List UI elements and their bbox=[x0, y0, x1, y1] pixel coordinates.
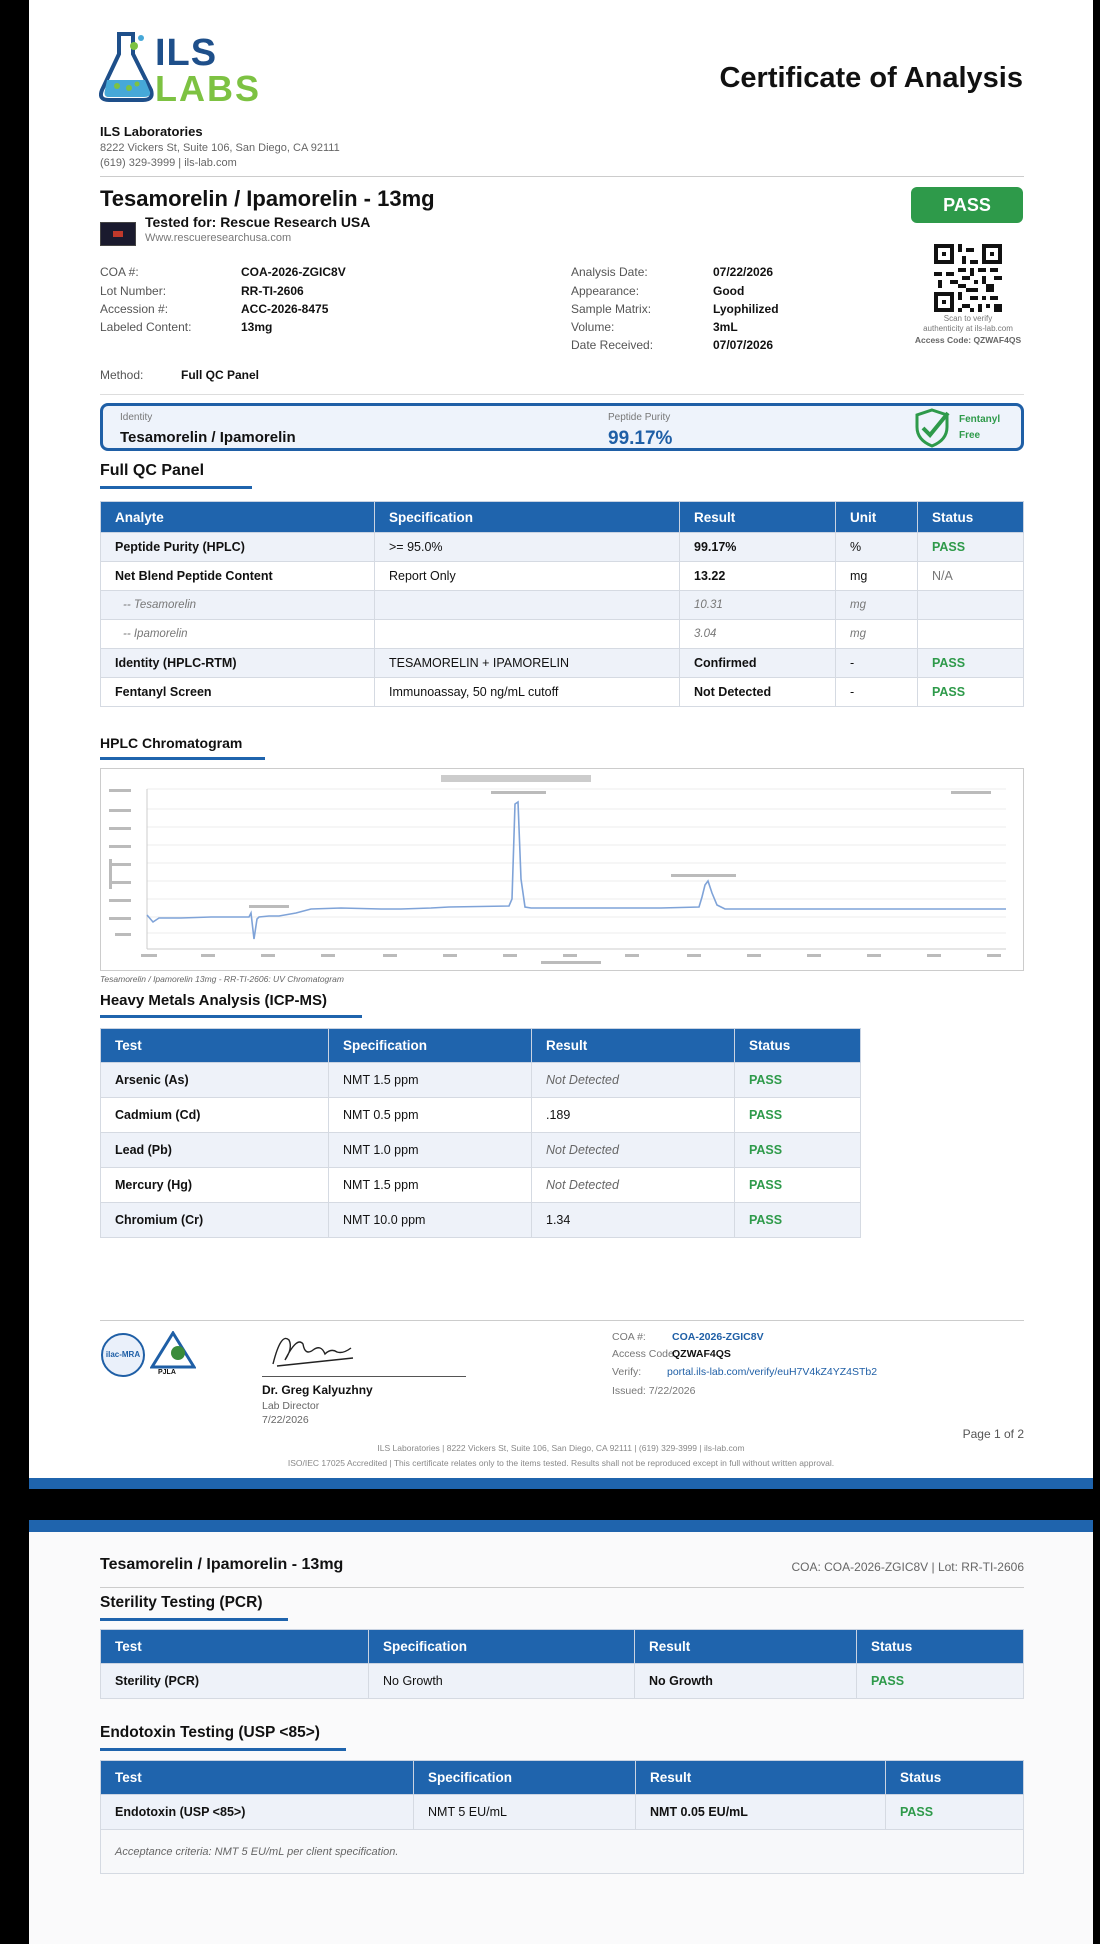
cell-spec: Immunoassay, 50 ng/mL cutoff bbox=[375, 678, 680, 707]
column-header: Result bbox=[636, 1761, 886, 1795]
cell-result: 99.17% bbox=[680, 533, 836, 562]
method-value: Full QC Panel bbox=[181, 368, 260, 382]
section-title-sterility bbox=[100, 1594, 262, 1612]
cell-result: 3.04 bbox=[680, 620, 836, 649]
section-title-text: Full QC Panel bbox=[100, 462, 205, 479]
section-title-text: HPLC Chromatogram bbox=[100, 735, 243, 751]
pjla-logo-text: PJLA bbox=[158, 1369, 176, 1376]
column-header: Result bbox=[680, 502, 836, 533]
info-label: Sample Matrix: bbox=[571, 302, 652, 316]
pjla-logo bbox=[150, 1331, 196, 1381]
signer-date: 7/22/2026 bbox=[262, 1414, 309, 1426]
cell-unit: - bbox=[836, 678, 918, 707]
cell-result: Not Detected bbox=[532, 1133, 735, 1168]
hplc-caption: Tesamorelin / Ipamorelin 13mg - RR-TI-2606: UV Chromatogram bbox=[100, 974, 344, 984]
cell-spec: NMT 1.5 ppm bbox=[329, 1063, 532, 1098]
divider bbox=[100, 1320, 1024, 1321]
column-header: Specification bbox=[369, 1630, 635, 1664]
cell-spec: TESAMORELIN + IPAMORELIN bbox=[375, 649, 680, 678]
client-logo bbox=[100, 222, 136, 246]
cell-result: Not Detected bbox=[532, 1063, 735, 1098]
info-label: Analysis Date: bbox=[571, 265, 648, 279]
cell-test: Endotoxin (USP <85>) bbox=[101, 1795, 414, 1830]
page-2-top-bar bbox=[29, 1520, 1093, 1532]
sterility-table bbox=[100, 1629, 1024, 1699]
divider bbox=[100, 394, 1024, 395]
cell-spec: NMT 1.0 ppm bbox=[329, 1133, 532, 1168]
verify-link[interactable]: portal.ils-lab.com/verify/euH7V4kZ4YZ4STb2 bbox=[667, 1366, 878, 1378]
footer-disclaimer: ISO/IEC 17025 Accredited | This certificate relates only to the items tested. Results shall not be reproduced except in full without written approval. bbox=[287, 1458, 835, 1468]
hplc-chromatogram bbox=[100, 768, 1024, 971]
cell-unit: mg bbox=[836, 562, 918, 591]
verify-label: COA #: bbox=[612, 1331, 646, 1343]
cell-analyte: -- Ipamorelin bbox=[101, 620, 375, 649]
table-row bbox=[101, 1168, 861, 1203]
cell-analyte: Fentanyl Screen bbox=[101, 678, 375, 707]
table-row bbox=[101, 533, 1024, 562]
table-row bbox=[101, 1133, 861, 1168]
page-1-bottom-bar bbox=[29, 1478, 1093, 1489]
info-value: Good bbox=[713, 284, 745, 298]
table-row bbox=[101, 562, 1024, 591]
info-value: Lyophilized bbox=[713, 302, 779, 316]
cell-test: Mercury (Hg) bbox=[101, 1168, 329, 1203]
info-label: Lot Number: bbox=[100, 284, 167, 298]
column-header: Specification bbox=[414, 1761, 636, 1795]
logo-text-ils: ILS bbox=[155, 32, 218, 74]
footer-address: ILS Laboratories | 8222 Vickers St, Suite 106, San Diego, CA 92111 | (619) 329-3999 | ils-lab.com bbox=[377, 1443, 745, 1453]
table-row bbox=[101, 1795, 1024, 1830]
endotoxin-table bbox=[100, 1760, 1024, 1874]
cell-unit: mg bbox=[836, 591, 918, 620]
cell-status bbox=[918, 591, 1024, 620]
logo-text-labs: LABS bbox=[155, 68, 261, 109]
table-row bbox=[101, 620, 1024, 649]
tested-for: Tested for: Rescue Research USA bbox=[145, 214, 371, 230]
certificate-page-1 bbox=[29, 0, 1093, 1478]
product-title: Tesamorelin / Ipamorelin - 13mg bbox=[100, 186, 435, 211]
verify-label: Access Code: bbox=[612, 1348, 677, 1360]
info-label: Date Received: bbox=[571, 338, 654, 352]
info-value: COA-2026-ZGIC8V bbox=[241, 265, 346, 279]
column-header: Unit bbox=[836, 502, 918, 533]
table-row bbox=[101, 1203, 861, 1238]
qr-code bbox=[934, 244, 1002, 312]
cell-status: PASS bbox=[735, 1098, 861, 1133]
table-row-note bbox=[101, 1830, 1024, 1874]
cell-test: Chromium (Cr) bbox=[101, 1203, 329, 1238]
fentanyl-free-label-1: Fentanyl bbox=[959, 414, 1001, 425]
page-2-product-title: Tesamorelin / Ipamorelin - 13mg bbox=[100, 1556, 344, 1573]
cell-result: 13.22 bbox=[680, 562, 836, 591]
cell-test: Sterility (PCR) bbox=[101, 1664, 369, 1699]
cell-spec: NMT 0.5 ppm bbox=[329, 1098, 532, 1133]
cell-status: PASS bbox=[886, 1795, 1024, 1830]
divider bbox=[100, 176, 1024, 177]
cell-result: NMT 0.05 EU/mL bbox=[636, 1795, 886, 1830]
page-number: Page 1 of 2 bbox=[962, 1427, 1024, 1441]
cell-status: PASS bbox=[735, 1133, 861, 1168]
ilac-mra-logo: ilac-MRA bbox=[101, 1333, 145, 1377]
acceptance-note: Acceptance criteria: NMT 5 EU/mL per client specification. bbox=[101, 1830, 1024, 1874]
cell-status: PASS bbox=[918, 678, 1024, 707]
cell-spec: No Growth bbox=[369, 1664, 635, 1699]
page-2-coa-lot: COA: COA-2026-ZGIC8V | Lot: RR-TI-2606 bbox=[791, 1560, 1024, 1574]
cell-status: PASS bbox=[918, 533, 1024, 562]
fentanyl-free-label-2: Free bbox=[959, 430, 981, 441]
info-value: 13mg bbox=[241, 320, 273, 334]
ils-labs-logo bbox=[99, 28, 261, 109]
column-header: Specification bbox=[329, 1029, 532, 1063]
section-title-endotoxin bbox=[100, 1724, 320, 1742]
qr-caption-2: authenticity at ils-lab.com bbox=[923, 324, 1013, 333]
info-value: 3mL bbox=[713, 320, 738, 334]
info-label: Appearance: bbox=[571, 284, 640, 298]
column-header: Test bbox=[101, 1630, 369, 1664]
identity-label: Identity bbox=[120, 412, 153, 423]
cell-result: .189 bbox=[532, 1098, 735, 1133]
table-row bbox=[101, 591, 1024, 620]
cell-unit: mg bbox=[836, 620, 918, 649]
info-label: Accession #: bbox=[100, 302, 169, 316]
table-row bbox=[101, 649, 1024, 678]
info-value: 07/22/2026 bbox=[713, 265, 774, 279]
info-label: Labeled Content: bbox=[100, 320, 192, 334]
cell-result: 1.34 bbox=[532, 1203, 735, 1238]
cell-unit: - bbox=[836, 649, 918, 678]
cell-spec bbox=[375, 591, 680, 620]
signature bbox=[267, 1326, 357, 1376]
issued-date: Issued: 7/22/2026 bbox=[612, 1385, 696, 1397]
certificate-page-2 bbox=[29, 1520, 1093, 1944]
section-title-text: Endotoxin Testing (USP <85>) bbox=[100, 1724, 320, 1741]
cell-result: 10.31 bbox=[680, 591, 836, 620]
client-url: Www.rescueresearchusa.com bbox=[145, 232, 292, 244]
qr-access-code: Access Code: QZWAF4QS bbox=[914, 335, 1022, 345]
cell-spec: NMT 10.0 ppm bbox=[329, 1203, 532, 1238]
section-title-heavy-metals bbox=[100, 992, 327, 1009]
signer-role: Lab Director bbox=[262, 1400, 320, 1412]
signer-name: Dr. Greg Kalyuzhny bbox=[262, 1383, 373, 1397]
info-value: RR-TI-2606 bbox=[241, 284, 304, 298]
cell-result: Not Detected bbox=[680, 678, 836, 707]
table-row bbox=[101, 1098, 861, 1133]
purity-value: 99.17% bbox=[608, 428, 673, 449]
signature-line bbox=[262, 1376, 466, 1377]
cell-spec bbox=[375, 620, 680, 649]
column-header: Status bbox=[918, 502, 1024, 533]
column-header: Test bbox=[101, 1761, 414, 1795]
column-header: Analyte bbox=[101, 502, 375, 533]
cell-status: PASS bbox=[918, 649, 1024, 678]
shield-check-icon bbox=[912, 407, 952, 449]
cell-status bbox=[918, 620, 1024, 649]
info-label: COA #: bbox=[100, 265, 139, 279]
cell-status: PASS bbox=[735, 1063, 861, 1098]
column-header: Specification bbox=[375, 502, 680, 533]
column-header: Test bbox=[101, 1029, 329, 1063]
column-header: Status bbox=[735, 1029, 861, 1063]
cell-result: No Growth bbox=[635, 1664, 857, 1699]
divider bbox=[100, 1587, 1024, 1588]
cell-result: Confirmed bbox=[680, 649, 836, 678]
summary-box bbox=[100, 403, 1024, 451]
cell-analyte: Peptide Purity (HPLC) bbox=[101, 533, 375, 562]
column-header: Result bbox=[635, 1630, 857, 1664]
qc-table bbox=[100, 501, 1024, 707]
cell-status: PASS bbox=[857, 1664, 1024, 1699]
identity-value: Tesamorelin / Ipamorelin bbox=[120, 429, 296, 446]
section-title-hplc bbox=[100, 735, 242, 751]
section-title-text: Heavy Metals Analysis (ICP-MS) bbox=[100, 992, 328, 1009]
cell-spec: NMT 5 EU/mL bbox=[414, 1795, 636, 1830]
section-title-full-qc bbox=[100, 462, 204, 480]
verify-label: Verify: bbox=[612, 1366, 642, 1378]
cell-analyte: -- Tesamorelin bbox=[101, 591, 375, 620]
heavy-metals-table bbox=[100, 1028, 861, 1238]
info-label: Volume: bbox=[571, 320, 615, 334]
cell-test: Lead (Pb) bbox=[101, 1133, 329, 1168]
cell-spec: NMT 1.5 ppm bbox=[329, 1168, 532, 1203]
cell-status: PASS bbox=[735, 1203, 861, 1238]
cell-test: Arsenic (As) bbox=[101, 1063, 329, 1098]
verify-value: COA-2026-ZGIC8V bbox=[672, 1331, 764, 1343]
cell-spec: Report Only bbox=[375, 562, 680, 591]
column-header: Status bbox=[886, 1761, 1024, 1795]
cell-result: Not Detected bbox=[532, 1168, 735, 1203]
purity-label: Peptide Purity bbox=[608, 412, 671, 423]
column-header: Status bbox=[857, 1630, 1024, 1664]
lab-address: 8222 Vickers St, Suite 106, San Diego, CA 92111 bbox=[100, 142, 340, 154]
column-header: Result bbox=[532, 1029, 735, 1063]
table-row bbox=[101, 678, 1024, 707]
table-row bbox=[101, 1664, 1024, 1699]
cell-unit: % bbox=[836, 533, 918, 562]
pass-badge: PASS bbox=[911, 187, 1023, 223]
cell-spec: >= 95.0% bbox=[375, 533, 680, 562]
cell-analyte: Identity (HPLC-RTM) bbox=[101, 649, 375, 678]
cell-test: Cadmium (Cd) bbox=[101, 1098, 329, 1133]
lab-name: ILS Laboratories bbox=[100, 124, 203, 139]
cell-analyte: Net Blend Peptide Content bbox=[101, 562, 375, 591]
section-title-text: Sterility Testing (PCR) bbox=[100, 1594, 263, 1611]
document-title: Certificate of Analysis bbox=[719, 62, 1023, 94]
info-value: 07/07/2026 bbox=[713, 338, 774, 352]
cell-status: PASS bbox=[735, 1168, 861, 1203]
info-value: ACC-2026-8475 bbox=[241, 302, 329, 316]
table-row bbox=[101, 1063, 861, 1098]
verify-value: QZWAF4QS bbox=[672, 1348, 731, 1360]
method-label: Method: bbox=[100, 368, 144, 382]
cell-status: N/A bbox=[918, 562, 1024, 591]
qr-caption-1: Scan to verify bbox=[943, 314, 993, 323]
lab-contact: (619) 329-3999 | ils-lab.com bbox=[100, 157, 237, 169]
